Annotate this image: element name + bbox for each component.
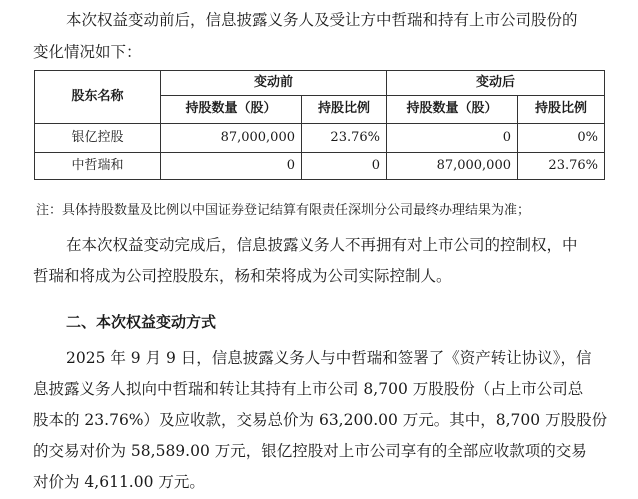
cell-name: 中哲瑞和 (35, 153, 161, 180)
col-header-after-ratio: 持股比例 (518, 95, 605, 123)
para1-line-1: 在本次权益变动完成后，信息披露义务人不再拥有对上市公司的控制权，中 (66, 236, 578, 254)
shareholding-table (34, 70, 605, 180)
section-heading: 二、本次权益变动方式 (66, 313, 217, 331)
col-header-name: 股东名称 (35, 71, 161, 124)
intro-line-1: 本次权益变动前后，信息披露义务人及受让方中哲瑞和持有上市公司股份的 (66, 11, 578, 29)
intro-line-2: 变化情况如下： (33, 43, 142, 61)
table-header-row-1 (35, 71, 605, 96)
cell-before-shares: 87,000,000 (161, 124, 302, 153)
cell-before-ratio: 0 (302, 153, 387, 180)
cell-after-shares: 87,000,000 (387, 153, 518, 180)
para1-line-2: 哲瑞和将成为公司控股股东，杨和荣将成为公司实际控制人。 (33, 267, 452, 285)
para2-line-5: 对价为 4,611.00 万元。 (33, 473, 205, 491)
group-header-after: 变动后 (387, 71, 605, 96)
group-header-before: 变动前 (161, 71, 387, 96)
cell-after-ratio: 23.76% (518, 153, 605, 180)
table-row (35, 124, 605, 153)
cell-before-ratio: 23.76% (302, 124, 387, 153)
cell-before-shares: 0 (161, 153, 302, 180)
table-note: 注：具体持股数量及比例以中国证券登记结算有限责任深圳分公司最终办理结果为准； (36, 203, 531, 218)
para2-line-2: 息披露义务人拟向中哲瑞和转让其持有上市公司 8,700 万股股份（占上市公司总 (33, 380, 584, 398)
cell-after-shares: 0 (387, 124, 518, 153)
col-header-before-ratio: 持股比例 (302, 95, 387, 123)
para2-line-1: 2025 年 9 月 9 日，信息披露义务人与中哲瑞和签署了《资产转让协议》，信 (66, 349, 592, 367)
col-header-after-shares: 持股数量（股） (387, 95, 518, 123)
col-header-before-shares: 持股数量（股） (161, 95, 302, 123)
table-row (35, 153, 605, 180)
cell-after-ratio: 0% (518, 124, 605, 153)
cell-name: 银亿控股 (35, 124, 161, 153)
para2-line-4: 的交易对价为 58,589.00 万元，银亿控股对上市公司享有的全部应收款项的交易 (33, 442, 587, 460)
para2-line-3: 股本的 23.76%）及应收款，交易总价为 63,200.00 万元。其中，8,700 万股股份 (33, 411, 608, 429)
